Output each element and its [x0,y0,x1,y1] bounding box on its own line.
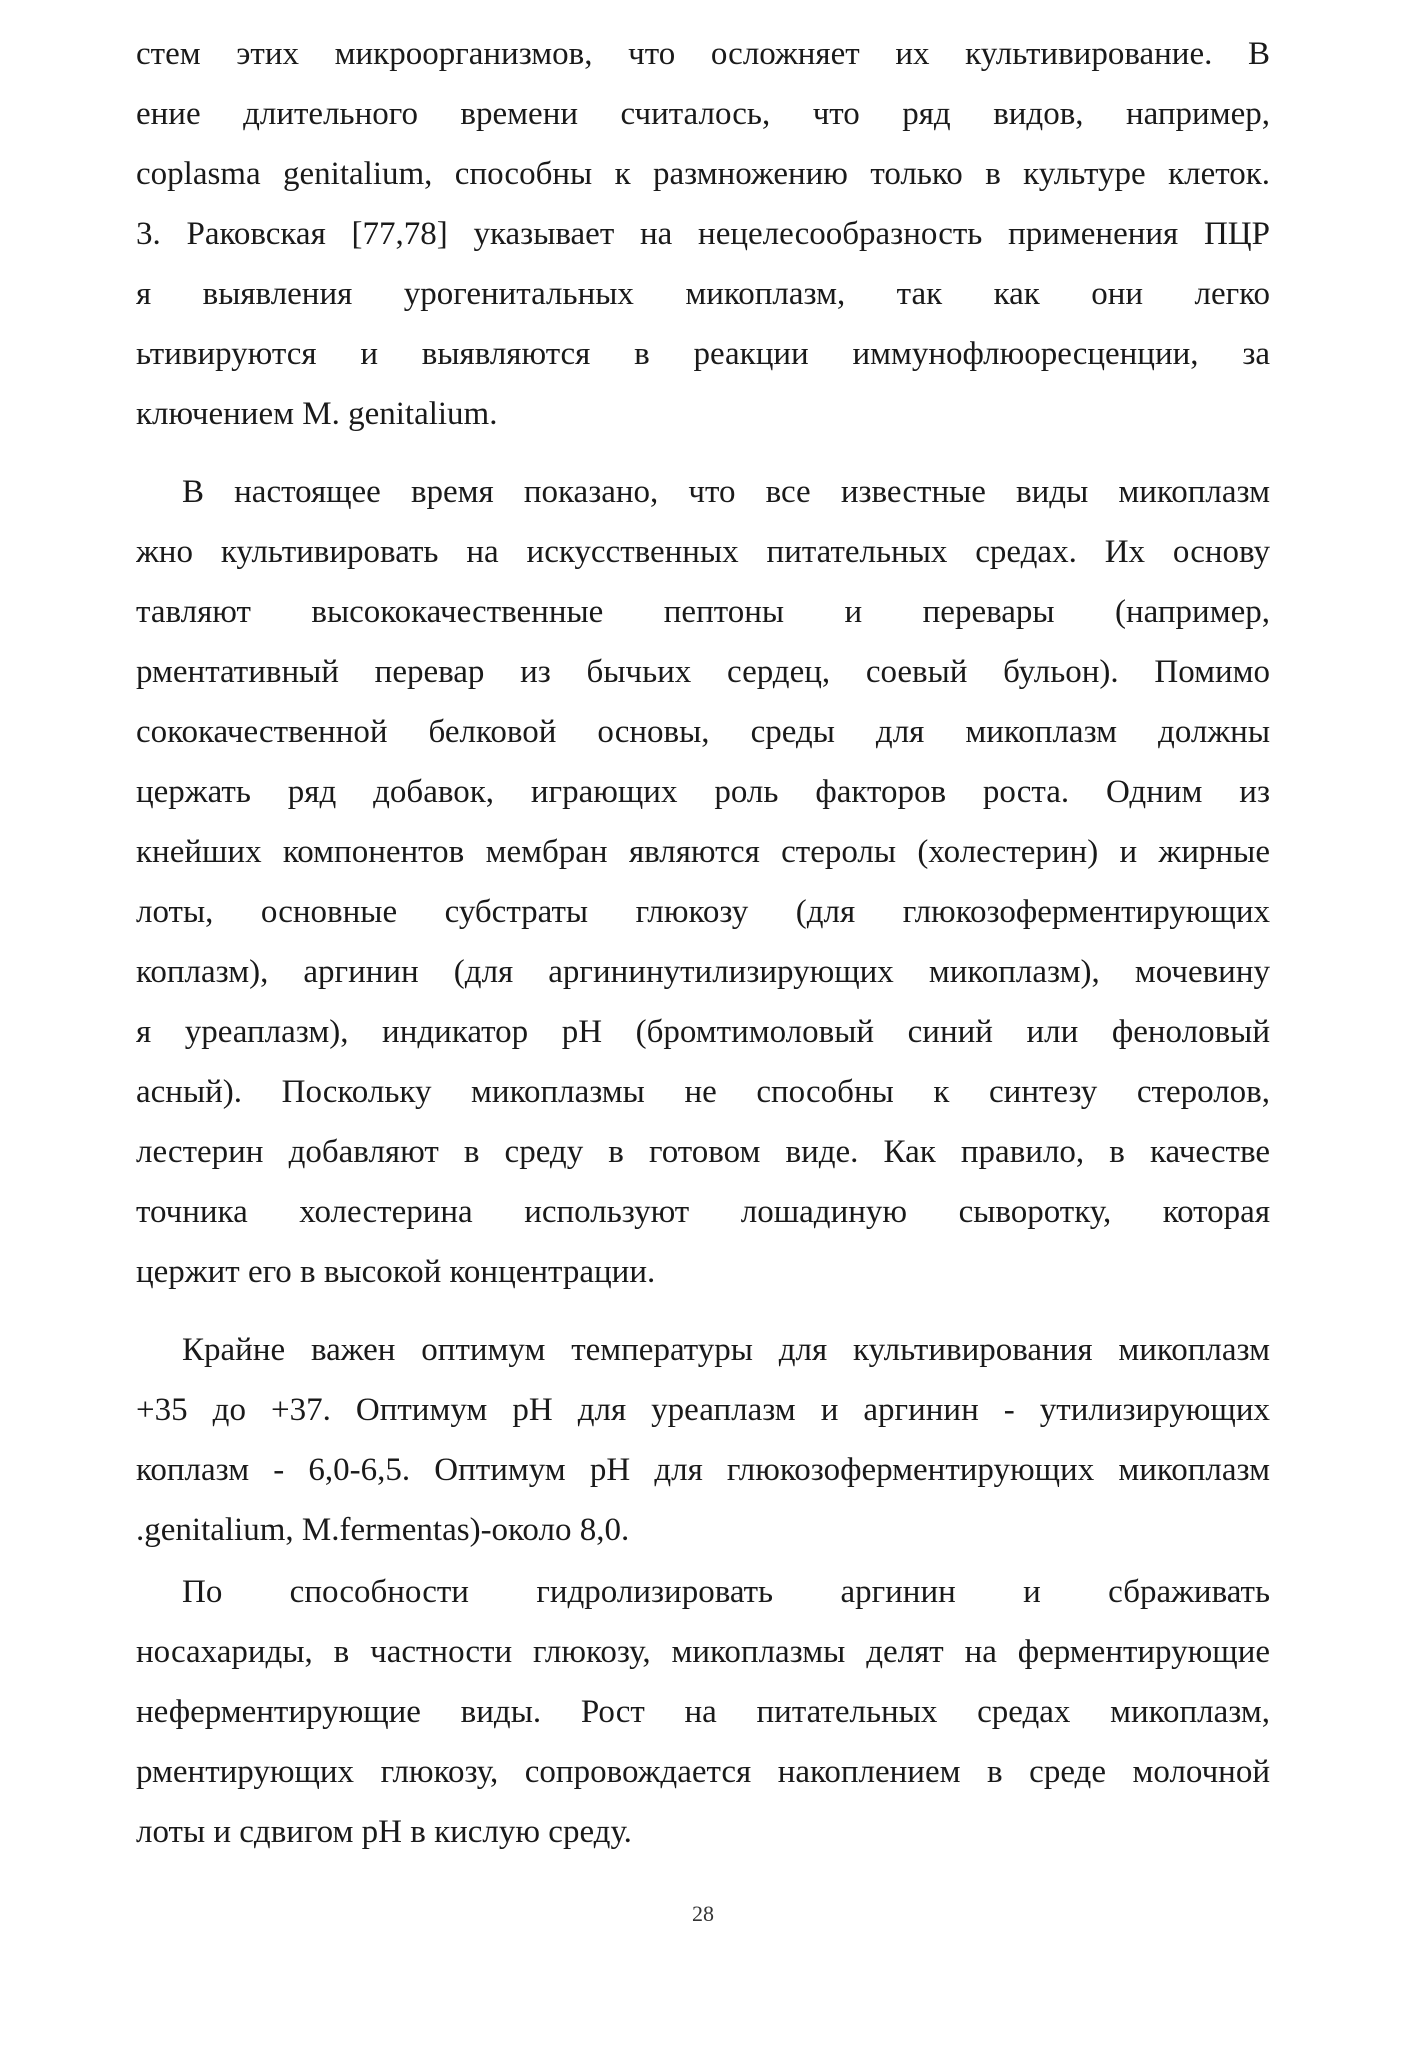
text-line: я выявления урогенитальных микоплазм, так как они легко [136,276,1270,312]
text-line: coplasma genitalium, способны к размножению только в культуре клеток. [136,156,1270,192]
text-line: .genitalium, M.fermentas)-около 8,0. [136,1512,630,1548]
text-line: +35 до +37. Оптимум pH для уреаплазм и аргинин - утилизирующих [136,1392,1270,1428]
text-line: В настоящее время показано, что все известные виды микоплазм [182,474,1270,510]
page-number: 28 [692,1901,714,1926]
text-line: рментативный перевар из бычьих сердец, соевый бульон). Помимо [136,654,1270,690]
text-line: ьтивируются и выявляются в реакции иммунофлюоресценции, за [136,336,1270,372]
text-line: жно культивировать на искусственных питательных средах. Их основу [136,534,1270,570]
text-line: стем этих микроорганизмов, что осложняет их культивирование. В [136,36,1270,72]
text-line: кнейших компонентов мембран являются стеролы (холестерин) и жирные [136,834,1270,870]
text-line: 3. Раковская [77,78] указывает на нецелесообразность применения ПЦР [136,216,1270,252]
text-line: цержать ряд добавок, играющих роль факторов роста. Одним из [136,774,1270,810]
text-line: коплазм - 6,0-6,5. Оптимум pH для глюкозоферментирующих микоплазм [136,1452,1270,1488]
text-line: неферментирующие виды. Рост на питательных средах микоплазм, [136,1694,1270,1730]
text-line: точника холестерина используют лошадиную сыворотку, которая [136,1194,1270,1230]
text-line: я уреаплазм), индикатор pH (бромтимоловый синий или феноловый [136,1014,1270,1050]
text-line: сококачественной белковой основы, среды для микоплазм должны [136,714,1270,750]
text-line: ключением M. genitalium. [136,396,498,432]
text-line: асный). Поскольку микоплазмы не способны к синтезу стеролов, [136,1074,1270,1110]
text-line: ение длительного времени считалось, что ряд видов, например, [136,96,1270,132]
text-line: коплазм), аргинин (для аргининутилизирующих микоплазм), мочевину [136,954,1270,990]
text-line: цержит его в высокой концентрации. [136,1254,656,1290]
text-line: лоты, основные субстраты глюкозу (для глюкозоферментирующих [136,894,1270,930]
text-line: лоты и сдвигом pH в кислую среду. [136,1814,632,1850]
text-line: лестерин добавляют в среду в готовом виде. Как правило, в качестве [136,1134,1270,1170]
text-line: тавляют высококачественные пептоны и перевары (например, [136,594,1270,630]
text-line: рментирующих глюкозу, сопровождается накоплением в среде молочной [136,1754,1270,1790]
text-line: Крайне важен оптимум температуры для культивирования микоплазм [182,1332,1270,1368]
text-line: По способности гидролизировать аргинин и сбраживать [182,1574,1270,1610]
text-line: носахариды, в частности глюкозу, микоплазмы делят на ферментирующие [136,1634,1270,1670]
